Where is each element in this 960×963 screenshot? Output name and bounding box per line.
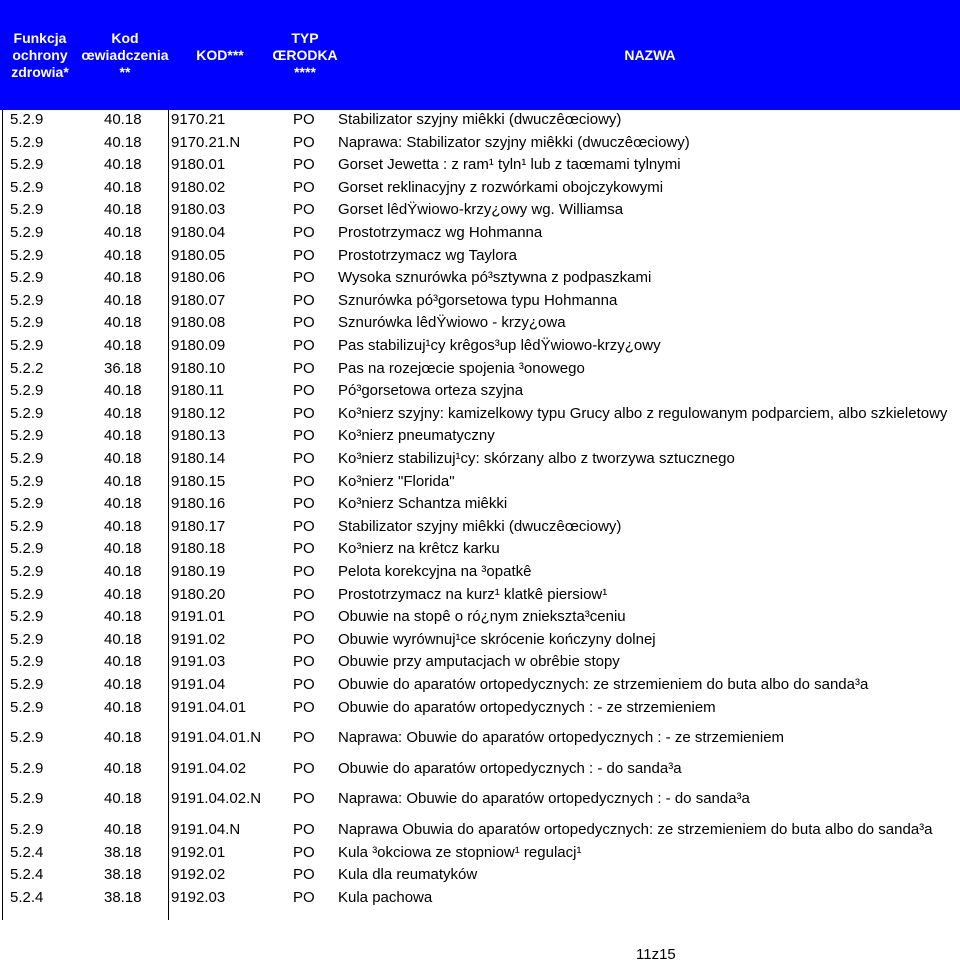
cell-kod: 9180.14: [171, 450, 226, 467]
cell-nazwa: Gorset reklinacyjny z rozwórkami obojczykowymi: [338, 178, 664, 196]
cell-typ-srodka: PO: [293, 676, 315, 693]
cell-nazwa: Obuwie wyrównuj¹ce skrócenie kończyny dolnej: [338, 630, 656, 648]
cell-typ-srodka: PO: [293, 427, 315, 445]
cell-kod-swiadczenia: 40.18: [104, 314, 142, 332]
cell-kod-swiadczenia: 40.18: [104, 517, 142, 535]
cell-typ-srodka: PO: [293, 404, 315, 422]
cell-funkcja: 5.2.9: [10, 517, 44, 535]
cell-typ-srodka: PO: [293, 729, 315, 747]
cell-nazwa: Gorset Jewetta : z ram¹ tyln¹ lub z taœmami tylnymi: [338, 156, 681, 174]
cell-funkcja: 5.2.9: [10, 759, 44, 777]
cell-typ-srodka: PO: [293, 585, 315, 603]
cell-kod: 9191.04: [171, 676, 226, 693]
cell-typ-srodka: PO: [293, 314, 315, 332]
cell-kod: 9191.04.02.N: [171, 790, 262, 808]
cell-funkcja: 5.2.9: [10, 676, 44, 693]
cell-kod: 9191.04.01: [171, 698, 247, 716]
header-kod: KOD***: [196, 46, 244, 63]
cell-kod-swiadczenia: 40.18: [104, 427, 142, 445]
cell-typ-srodka: PO: [293, 269, 315, 287]
cell-nazwa: Gorset lêdŸwiowo-krzy¿owy wg. Williamsa: [338, 201, 624, 219]
cell-kod-swiadczenia: 40.18: [104, 133, 142, 151]
cell-nazwa: Pas na rozejœcie spojenia ³onowego: [338, 359, 585, 377]
cell-nazwa: Naprawa: Obuwie do aparatów ortopedycznych : - do sanda³a: [338, 790, 750, 808]
cell-kod-swiadczenia: 40.18: [104, 224, 142, 241]
cell-funkcja: 5.2.9: [10, 608, 44, 626]
cell-kod-swiadczenia: 40.18: [104, 729, 142, 747]
cell-nazwa: Stabilizator szyjny miêkki (dwuczêœciowy): [338, 111, 622, 128]
cell-typ-srodka: PO: [293, 540, 315, 558]
cell-typ-srodka: PO: [293, 517, 315, 535]
cell-nazwa: Prostotrzymacz wg Hohmanna: [338, 224, 543, 241]
cell-typ-srodka: PO: [293, 790, 315, 808]
cell-kod-swiadczenia: 40.18: [104, 821, 142, 838]
cell-funkcja: 5.2.9: [10, 269, 44, 287]
cell-funkcja: 5.2.9: [10, 404, 44, 422]
cell-typ-srodka: PO: [293, 337, 315, 354]
cell-funkcja: 5.2.9: [10, 495, 44, 513]
cell-nazwa: Prostotrzymacz wg Taylora: [338, 246, 517, 264]
cell-kod-swiadczenia: 36.18: [104, 359, 142, 377]
cell-typ-srodka: PO: [293, 178, 315, 196]
cell-kod-swiadczenia: 40.18: [104, 563, 142, 580]
cell-kod: 9191.04.N: [171, 821, 241, 838]
cell-nazwa: Prostotrzymacz na kurz¹ klatkê piersiow¹: [338, 585, 608, 603]
cell-kod-swiadczenia: 40.18: [104, 608, 142, 626]
cell-typ-srodka: PO: [293, 843, 315, 861]
cell-kod-swiadczenia: 40.18: [104, 337, 142, 354]
cell-kod-swiadczenia: 40.18: [104, 653, 142, 671]
cell-funkcja: 5.2.9: [10, 472, 44, 490]
cell-kod-swiadczenia: 40.18: [104, 404, 142, 422]
cell-typ-srodka: PO: [293, 630, 315, 648]
cell-nazwa: Wysoka sznurówka pó³sztywna z podpaszkami: [338, 269, 652, 287]
cell-nazwa: Ko³nierz stabilizuj¹cy: skórzany albo z tworzywa sztucznego: [338, 450, 735, 467]
cell-kod-swiadczenia: 38.18: [104, 866, 142, 884]
cell-kod: 9180.03: [171, 201, 226, 219]
cell-funkcja: 5.2.9: [10, 427, 44, 445]
cell-funkcja: 5.2.9: [10, 156, 44, 174]
header-typ-srodka: TYP ŒRODKA ****: [272, 29, 338, 80]
cell-funkcja: 5.2.9: [10, 291, 44, 309]
cell-kod-swiadczenia: 40.18: [104, 585, 142, 603]
cell-kod-swiadczenia: 40.18: [104, 630, 142, 648]
cell-funkcja: 5.2.9: [10, 563, 44, 580]
cell-nazwa: Ko³nierz na krêtcz karku: [338, 540, 500, 558]
cell-kod: 9191.01: [171, 608, 226, 626]
cell-kod: 9180.11: [171, 382, 225, 400]
cell-kod: 9180.13: [171, 427, 226, 445]
cell-funkcja: 5.2.9: [10, 246, 44, 264]
table-header: [0, 0, 960, 110]
cell-typ-srodka: PO: [293, 450, 315, 467]
cell-typ-srodka: PO: [293, 359, 315, 377]
cell-kod-swiadczenia: 38.18: [104, 888, 142, 906]
cell-kod: 9180.19: [171, 563, 226, 580]
cell-kod: 9180.05: [171, 246, 226, 264]
cell-nazwa: Pó³gorsetowa orteza szyjna: [338, 382, 524, 400]
cell-kod-swiadczenia: 40.18: [104, 111, 142, 128]
column-divider: [168, 110, 169, 920]
cell-typ-srodka: PO: [293, 698, 315, 716]
cell-kod-swiadczenia: 40.18: [104, 472, 142, 490]
cell-kod: 9180.10: [171, 359, 226, 377]
cell-typ-srodka: PO: [293, 291, 315, 309]
cell-kod: 9170.21.N: [171, 133, 241, 151]
cell-kod-swiadczenia: 40.18: [104, 246, 142, 264]
cell-nazwa: Obuwie przy amputacjach w obrêbie stopy: [338, 653, 620, 671]
cell-nazwa: Pelota korekcyjna na ³opatkê: [338, 563, 532, 580]
page-number: 11z15: [636, 946, 676, 963]
cell-nazwa: Ko³nierz pneumatyczny: [338, 427, 495, 445]
cell-funkcja: 5.2.9: [10, 201, 44, 219]
cell-kod-swiadczenia: 40.18: [104, 698, 142, 716]
cell-typ-srodka: PO: [293, 382, 315, 400]
cell-funkcja: 5.2.4: [10, 843, 44, 861]
cell-funkcja: 5.2.9: [10, 133, 44, 151]
cell-funkcja: 5.2.9: [10, 111, 44, 128]
header-nazwa: NAZWA: [624, 46, 676, 63]
cell-typ-srodka: PO: [293, 759, 315, 777]
cell-funkcja: 5.2.9: [10, 698, 44, 716]
cell-typ-srodka: PO: [293, 201, 315, 219]
cell-kod: 9180.16: [171, 495, 226, 513]
cell-kod: 9180.01: [171, 156, 226, 174]
cell-kod-swiadczenia: 40.18: [104, 291, 142, 309]
cell-typ-srodka: PO: [293, 866, 315, 884]
cell-nazwa: Ko³nierz szyjny: kamizelkowy typu Grucy albo z regulowanym podparciem, albo szkieletowy: [338, 404, 948, 422]
header-funkcja: Funkcja ochrony zdrowia*: [11, 29, 69, 80]
cell-kod-swiadczenia: 40.18: [104, 790, 142, 808]
cell-funkcja: 5.2.4: [10, 866, 44, 884]
cell-kod: 9180.09: [171, 337, 226, 354]
cell-funkcja: 5.2.9: [10, 382, 44, 400]
cell-typ-srodka: PO: [293, 821, 315, 838]
cell-typ-srodka: PO: [293, 224, 315, 241]
cell-kod: 9180.02: [171, 178, 226, 196]
cell-kod-swiadczenia: 40.18: [104, 382, 142, 400]
cell-kod: 9191.04.02: [171, 759, 247, 777]
cell-funkcja: 5.2.9: [10, 178, 44, 196]
cell-kod: 9191.03: [171, 653, 226, 671]
cell-kod: 9170.21: [171, 111, 226, 128]
cell-typ-srodka: PO: [293, 495, 315, 513]
cell-kod: 9192.01: [171, 843, 226, 861]
cell-kod: 9180.15: [171, 472, 226, 490]
cell-funkcja: 5.2.2: [10, 359, 44, 377]
cell-kod-swiadczenia: 40.18: [104, 676, 142, 693]
cell-nazwa: Obuwie na stopê o ró¿nym zniekszta³ceniu: [338, 608, 626, 626]
cell-kod: 9180.07: [171, 291, 226, 309]
cell-funkcja: 5.2.9: [10, 585, 44, 603]
cell-nazwa: Ko³nierz "Florida": [338, 472, 455, 490]
cell-kod-swiadczenia: 40.18: [104, 759, 142, 777]
cell-kod-swiadczenia: 40.18: [104, 269, 142, 287]
cell-nazwa: Sznurówka lêdŸwiowo - krzy¿owa: [338, 314, 566, 332]
cell-nazwa: Obuwie do aparatów ortopedycznych : - do sanda³a: [338, 759, 682, 777]
cell-kod: 9191.04.01.N: [171, 729, 262, 747]
cell-typ-srodka: PO: [293, 563, 315, 580]
cell-nazwa: Naprawa Obuwia do aparatów ortopedycznych: ze strzemieniem do buta albo do sanda³a: [338, 821, 933, 838]
cell-kod: 9192.02: [171, 866, 226, 884]
cell-nazwa: Obuwie do aparatów ortopedycznych : - ze strzemieniem: [338, 698, 716, 716]
cell-funkcja: 5.2.4: [10, 888, 44, 906]
cell-nazwa: Obuwie do aparatów ortopedycznych: ze strzemieniem do buta albo do sanda³a: [338, 676, 869, 693]
cell-typ-srodka: PO: [293, 111, 315, 128]
cell-typ-srodka: PO: [293, 472, 315, 490]
cell-funkcja: 5.2.9: [10, 630, 44, 648]
cell-kod: 9180.18: [171, 540, 226, 558]
cell-typ-srodka: PO: [293, 156, 315, 174]
cell-nazwa: Pas stabilizuj¹cy krêgos³up lêdŸwiowo-krzy¿owy: [338, 337, 661, 354]
cell-kod-swiadczenia: 40.18: [104, 178, 142, 196]
cell-funkcja: 5.2.9: [10, 790, 44, 808]
column-divider: [2, 110, 3, 920]
cell-kod: 9180.20: [171, 585, 226, 603]
cell-nazwa: Sznurówka pó³gorsetowa typu Hohmanna: [338, 291, 618, 309]
cell-kod: 9180.17: [171, 517, 226, 535]
cell-funkcja: 5.2.9: [10, 729, 44, 747]
cell-kod: 9180.12: [171, 404, 226, 422]
cell-funkcja: 5.2.9: [10, 450, 44, 467]
cell-funkcja: 5.2.9: [10, 540, 44, 558]
cell-nazwa: Naprawa: Obuwie do aparatów ortopedycznych : - ze strzemieniem: [338, 729, 785, 747]
cell-funkcja: 5.2.9: [10, 653, 44, 671]
cell-typ-srodka: PO: [293, 608, 315, 626]
header-kod-swiadczenia: Kod œwiadczenia **: [81, 29, 169, 80]
cell-nazwa: Naprawa: Stabilizator szyjny miêkki (dwuczêœciowy): [338, 133, 690, 151]
cell-nazwa: Kula pachowa: [338, 888, 433, 906]
cell-nazwa: Kula ³okciowa ze stopniow¹ regulacj¹: [338, 843, 582, 861]
cell-funkcja: 5.2.9: [10, 224, 44, 241]
cell-typ-srodka: PO: [293, 888, 315, 906]
cell-typ-srodka: PO: [293, 133, 315, 151]
cell-kod-swiadczenia: 40.18: [104, 201, 142, 219]
cell-nazwa: Stabilizator szyjny miêkki (dwuczêœciowy): [338, 517, 622, 535]
cell-kod-swiadczenia: 40.18: [104, 495, 142, 513]
cell-kod-swiadczenia: 40.18: [104, 450, 142, 467]
cell-funkcja: 5.2.9: [10, 337, 44, 354]
cell-typ-srodka: PO: [293, 653, 315, 671]
cell-nazwa: Kula dla reumatyków: [338, 866, 478, 884]
cell-typ-srodka: PO: [293, 246, 315, 264]
cell-kod: 9180.08: [171, 314, 226, 332]
cell-kod: 9192.03: [171, 888, 226, 906]
cell-kod: 9191.02: [171, 630, 226, 648]
cell-funkcja: 5.2.9: [10, 821, 44, 838]
cell-funkcja: 5.2.9: [10, 314, 44, 332]
cell-nazwa: Ko³nierz Schantza miêkki: [338, 495, 508, 513]
cell-kod-swiadczenia: 40.18: [104, 540, 142, 558]
cell-kod-swiadczenia: 38.18: [104, 843, 142, 861]
cell-kod-swiadczenia: 40.18: [104, 156, 142, 174]
cell-kod: 9180.06: [171, 269, 226, 287]
cell-kod: 9180.04: [171, 224, 226, 241]
